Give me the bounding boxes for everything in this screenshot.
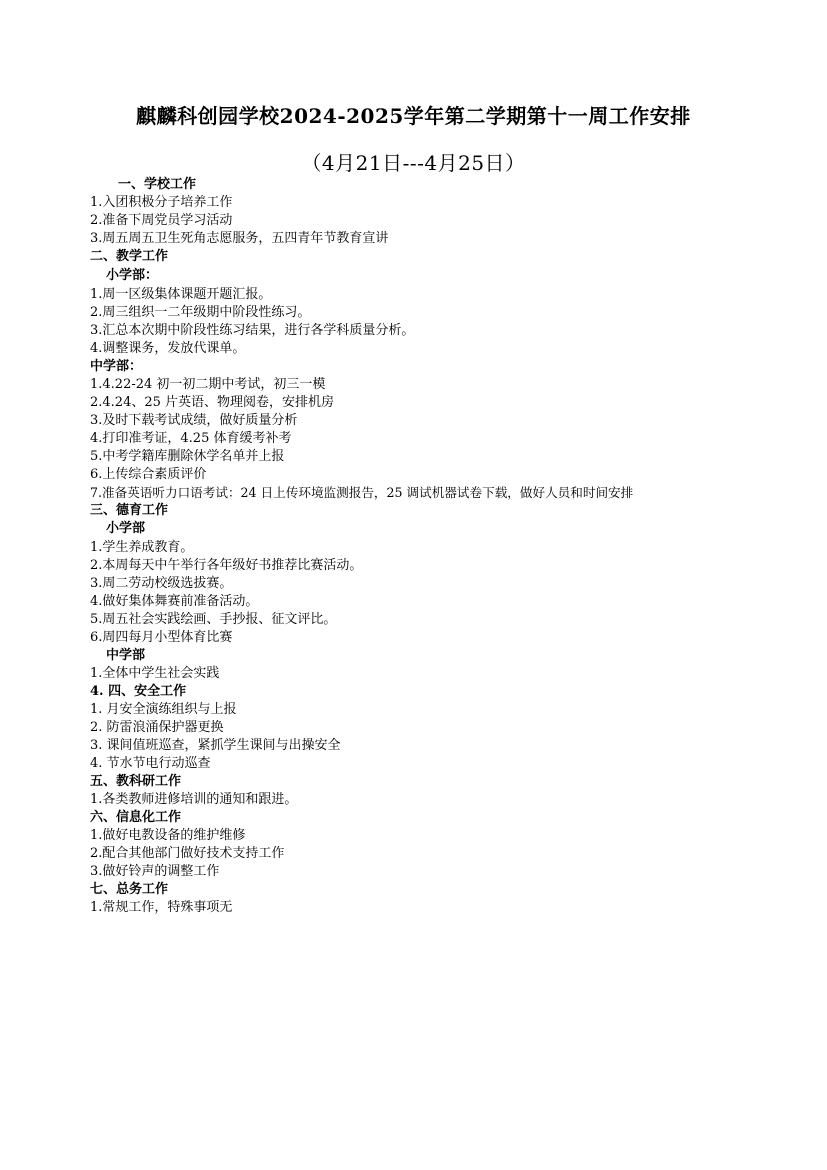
section-heading: 六、信息化工作	[90, 810, 182, 825]
list-item: 3. 课间值班巡查，紧抓学生课间与出操安全	[90, 738, 341, 753]
list-item: 1.全体中学生社会实践	[90, 666, 220, 681]
list-item: 3.周二劳动校级选拔赛。	[90, 576, 233, 591]
list-item: 4.调整课务，发放代课单。	[90, 341, 246, 356]
document-subtitle: （4月21日---4月25日）	[301, 151, 526, 175]
list-item: 1.周一区级集体课题开题汇报。	[90, 287, 272, 302]
list-item: 1.做好电教设备的维护维修	[90, 828, 246, 843]
list-item: 2.准备下周党员学习活动	[90, 213, 233, 228]
list-item: 6.上传综合素质评价	[90, 467, 207, 482]
list-item: 2.本周每天中午举行各年级好书推荐比赛活动。	[90, 558, 363, 573]
section-heading: 二、教学工作	[90, 249, 169, 264]
subsection-heading: 小学部：	[106, 268, 159, 283]
subsection-heading: 中学部	[106, 648, 146, 663]
list-item: 1.入团积极分子培养工作	[90, 195, 233, 210]
list-item: 1.各类教师进修培训的通知和跟进。	[90, 792, 298, 807]
list-item: 1.常规工作，特殊事项无	[90, 900, 233, 915]
section-heading: 七、总务工作	[90, 882, 169, 897]
list-item: 3.周五周五卫生死角志愿服务，五四青年节教育宣讲	[90, 231, 389, 246]
list-item: 2.4.24、25 片英语、物理阅卷，安排机房	[90, 395, 335, 410]
list-item: 4. 节水节电行动巡查	[90, 756, 211, 771]
section-heading: 一、学校工作	[118, 177, 197, 192]
list-item: 6.周四每月小型体育比赛	[90, 630, 233, 645]
document-title: 麒麟科创园学校2024-2025学年第二学期第十一周工作安排	[136, 104, 691, 128]
list-item: 2.配合其他部门做好技术支持工作	[90, 846, 285, 861]
list-item: 4.打印准考证，4.25 体育缓考补考	[90, 431, 292, 446]
list-item: 5.周五社会实践绘画、手抄报、征文评比。	[90, 612, 337, 627]
subsection-heading: 小学部	[106, 521, 146, 536]
list-item: 2. 防雷浪涌保护器更换	[90, 720, 224, 735]
list-item: 3.做好铃声的调整工作	[90, 864, 220, 879]
section-heading: 五、教科研工作	[90, 774, 182, 789]
subsection-heading: 中学部：	[90, 359, 143, 374]
section-heading: 4. 四、安全工作	[90, 684, 187, 699]
list-item: 2.周三组织一二年级期中阶段性练习。	[90, 305, 311, 320]
list-item: 3.汇总本次期中阶段性练习结果，进行各学科质量分析。	[90, 323, 415, 338]
list-item: 1.学生养成教育。	[90, 540, 194, 555]
list-item: 3.及时下载考试成绩，做好质量分析	[90, 413, 298, 428]
list-item: 5.中考学籍库删除休学名单并上报	[90, 449, 285, 464]
list-item: 1. 月安全演练组织与上报	[90, 702, 237, 717]
list-item: 7.准备英语听力口语考试：24 日上传环境监测报告，25 调试机器试卷下载，做好人员和时间安排	[90, 485, 634, 500]
list-item: 1.4.22-24 初一初二期中考试，初三一模	[90, 377, 326, 392]
section-heading: 三、德育工作	[90, 503, 169, 518]
list-item: 4.做好集体舞赛前准备活动。	[90, 594, 259, 609]
